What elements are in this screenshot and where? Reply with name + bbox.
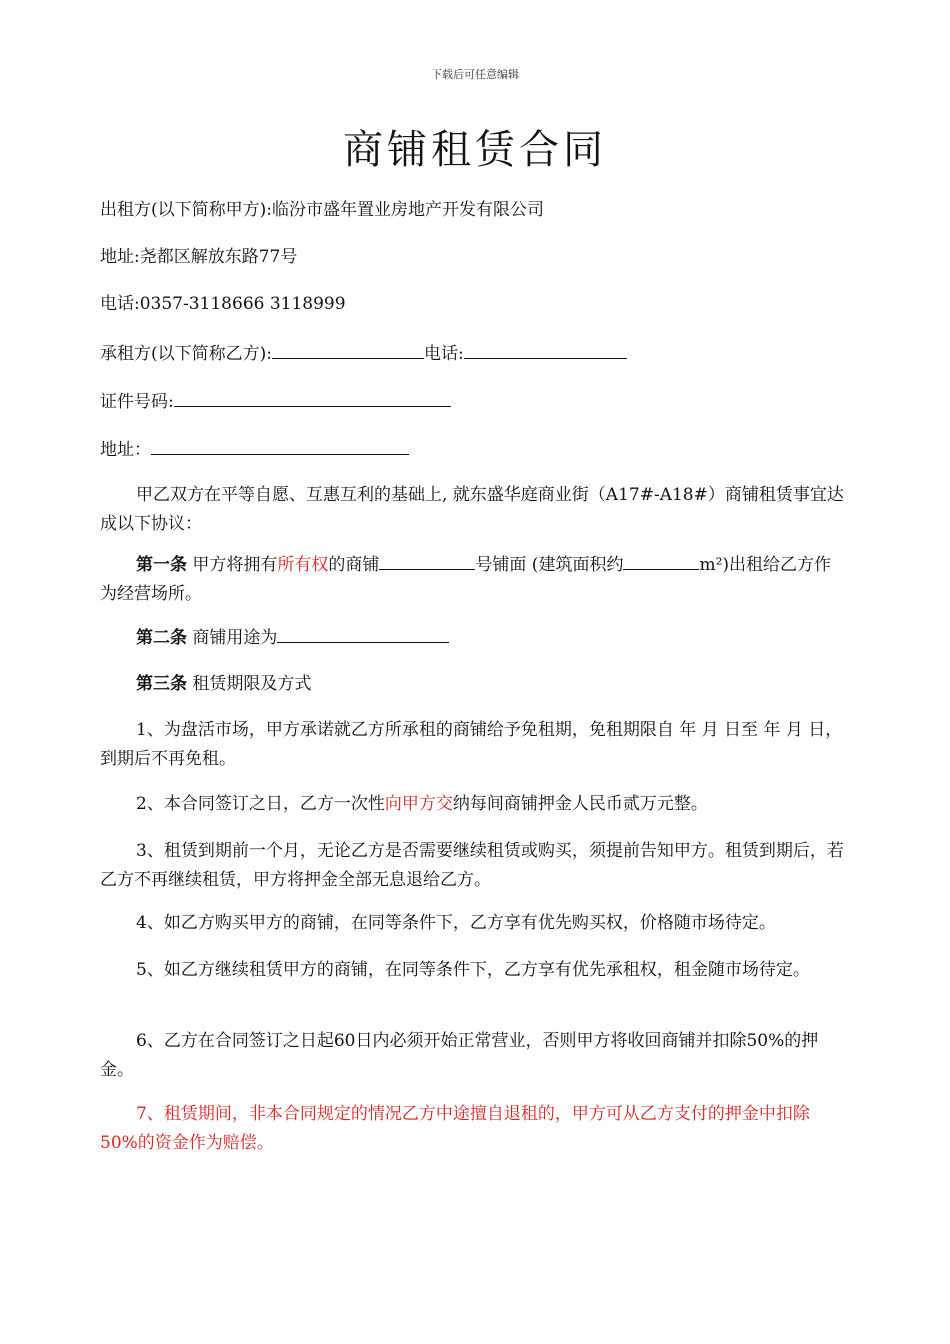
term-item-7: 7、租赁期间，非本合同规定的情况乙方中途擅自退租的，甲方可从乙方支付的押金中扣除50%的资金作为赔偿。 [100,1104,810,1153]
lessee-name-blank[interactable] [272,340,424,359]
lessee-phone-blank[interactable] [464,340,627,359]
article-3-heading: 第三条 [136,674,187,694]
intro-paragraph: 甲乙双方在平等自愿、互惠互利的基础上, 就东盛华庭商业街（A17#-A18#）商铺租赁事宜达成以下协议： [100,485,844,534]
article-1 [100,551,845,609]
shop-number-blank[interactable] [379,551,475,570]
term-item-5: 5、如乙方继续租赁甲方的商铺，在同等条件下，乙方享有优先承租权，租金随市场待定。 [136,960,810,980]
document-title: 商铺租赁合同 [343,127,607,173]
lessee-line [100,340,627,366]
lessee-address-line [100,436,409,462]
term-item-6: 6、乙方在合同签订之日起60日内必须开始正常营业，否则甲方将收回商铺并扣除50%的押金。 [100,1031,819,1080]
usage-blank[interactable] [277,624,449,643]
article-3 [136,672,311,696]
lessee-label: 承租方(以下简称乙方): [100,344,272,364]
article-1-text-d: m²)出租给乙方作为经营场所。 [100,555,832,604]
term-item-2-highlight: 向甲方交 [384,794,453,814]
article-1-text-b: 的商铺 [328,555,380,575]
id-label: 证件号码: [100,392,174,412]
lessee-phone-label: 电话: [424,344,464,364]
id-number-blank[interactable] [174,388,451,407]
address-line: 地址:尧都区解放东路77号 [100,247,298,267]
article-1-ownership: 所有权 [277,555,329,575]
header-note: 下载后可任意编辑 [431,68,519,81]
article-2 [136,624,449,650]
article-3-text: 租赁期限及方式 [187,674,312,694]
article-1-heading: 第一条 [136,555,187,575]
article-2-heading: 第二条 [136,628,187,648]
id-line [100,388,451,414]
term-item-4: 4、如乙方购买甲方的商铺，在同等条件下，乙方享有优先购买权，价格随市场待定。 [136,913,776,933]
lessor-line: 出租方(以下简称甲方):临汾市盛年置业房地产开发有限公司 [100,200,544,220]
term-item-3: 3、租赁到期前一个月，无论乙方是否需要继续租赁或购买，须提前告知甲方。租赁到期后，若乙方不再继续租赁，甲方将押金全部无息退给乙方。 [100,841,844,890]
term-item-2-text-a: 2、本合同签订之日，乙方一次性 [136,794,385,814]
article-2-text: 商铺用途为 [187,628,278,648]
area-blank[interactable] [623,551,699,570]
article-1-text-a: 甲方将拥有 [187,555,278,575]
term-item-2 [100,790,845,819]
article-1-text-c: 号铺面 (建筑面积约 [475,555,624,575]
lessee-address-blank[interactable] [151,436,409,455]
lessee-address-label: 地址： [100,440,151,460]
phone-line: 电话:0357-3118666 3118999 [100,294,346,314]
term-item-2-text-b: 纳每间商铺押金人民币贰万元整。 [452,794,708,814]
term-item-1: 1、为盘活市场，甲方承诺就乙方所承租的商铺给予免租期，免租期限自 年 月 日至 年 月 日，到期后不再免租。 [100,720,843,769]
